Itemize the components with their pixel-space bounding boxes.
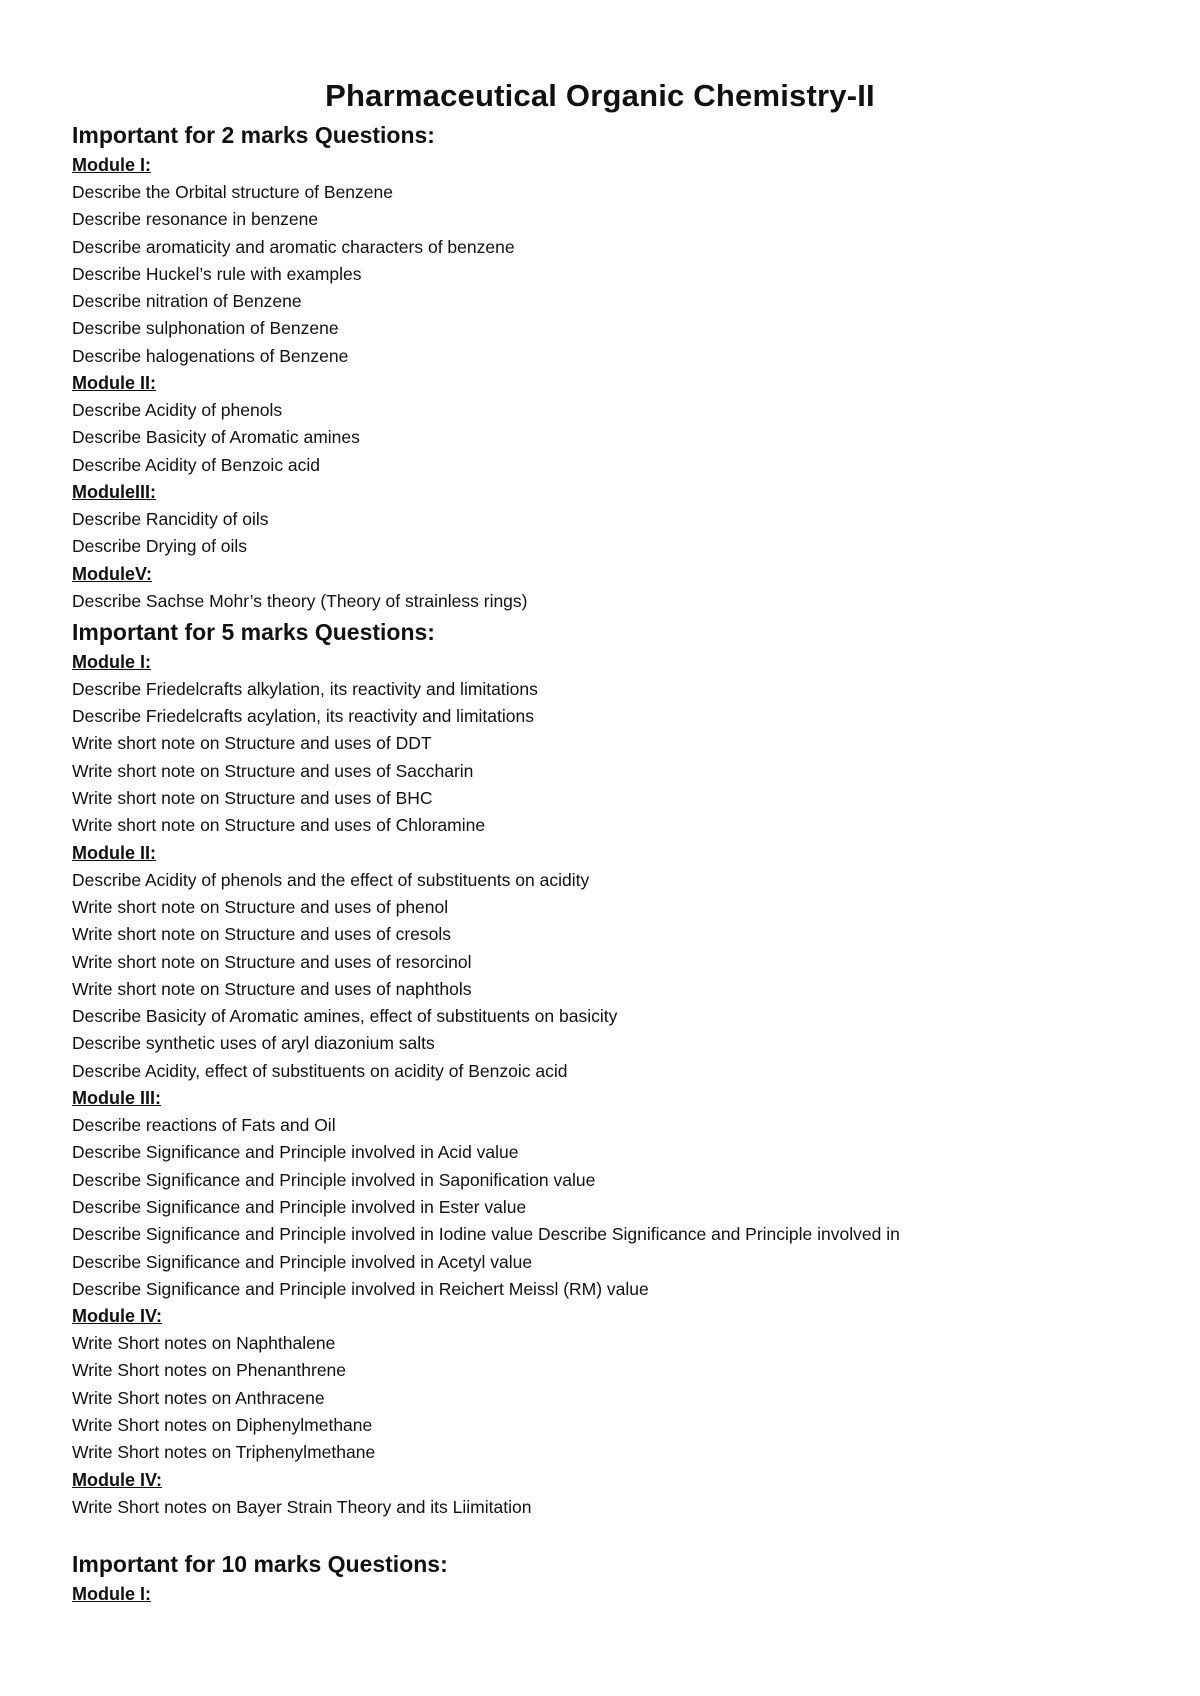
question-item: Describe Acidity of phenols [72, 400, 283, 421]
question-item: Write Short notes on Diphenylmethane [72, 1414, 373, 1435]
section-heading: Important for 2 marks Questions: [72, 122, 435, 148]
module-heading: Module IV: [72, 1306, 162, 1327]
module-heading: Module II: [72, 842, 156, 863]
question-item: Describe Rancidity of oils [72, 508, 269, 529]
question-item: Describe reactions of Fats and Oil [72, 1115, 336, 1136]
question-item: Describe Friedelcrafts alkylation, its reactivity and limitations [72, 678, 538, 699]
question-item: Describe Acidity, effect of substituents on acidity of Benzoic acid [72, 1060, 568, 1081]
question-item: Describe Basicity of Aromatic amines [72, 427, 360, 448]
module-heading: Module II: [72, 373, 156, 394]
section-heading: Important for 10 marks Questions: [72, 1550, 448, 1577]
question-item: Write Short notes on Naphthalene [72, 1333, 336, 1354]
module-heading: Module I: [72, 1583, 151, 1604]
module-heading: Module III: [72, 1088, 161, 1109]
module-heading: ModuleV: [72, 563, 152, 584]
module-heading: Module IV: [72, 1469, 162, 1490]
question-item: Write Short notes on Triphenylmethane [72, 1442, 376, 1463]
section-heading: Important for 5 marks Questions: [72, 618, 435, 645]
question-item: Write Short notes on Bayer Strain Theory and its Liimitation [72, 1496, 532, 1517]
module-heading: ModuleIII: [72, 481, 156, 502]
question-item: Describe Significance and Principle involved in Iodine value Describe Significance and Principle involved in [72, 1224, 900, 1245]
question-item: Describe Huckel’s rule with examples [72, 263, 362, 284]
question-item: Describe Significance and Principle involved in Acid value [72, 1142, 519, 1163]
question-item: Describe Acidity of phenols and the effect of substituents on acidity [72, 869, 590, 890]
module-heading: Module I: [72, 651, 151, 672]
question-item: Describe the Orbital structure of Benzene [72, 182, 393, 202]
question-item: Write short note on Structure and uses of Chloramine [72, 815, 486, 836]
question-item: Describe halogenations of Benzene [72, 345, 349, 366]
question-item: Write short note on Structure and uses of naphthols [72, 978, 472, 999]
document-body [72, 118, 1182, 1608]
section-spacer [72, 1521, 1182, 1547]
question-item: Write short note on Structure and uses of BHC [72, 788, 433, 809]
question-item: Write short note on Structure and uses of Saccharin [72, 760, 474, 781]
question-item: Write short note on Structure and uses of cresols [72, 924, 452, 945]
question-item: Write short note on Structure and uses of DDT [72, 733, 432, 754]
question-item: Describe Basicity of Aromatic amines, effect of substituents on basicity [72, 1006, 618, 1027]
question-item: Write short note on Structure and uses of resorcinol [72, 951, 472, 972]
question-item: Describe aromaticity and aromatic characters of benzene [72, 236, 515, 257]
question-item: Describe Drying of oils [72, 536, 248, 557]
question-item: Describe Acidity of Benzoic acid [72, 454, 321, 475]
question-item: Describe Significance and Principle involved in Saponification value [72, 1169, 596, 1190]
question-item: Write Short notes on Anthracene [72, 1387, 325, 1408]
question-item: Describe nitration of Benzene [72, 291, 302, 312]
question-item: Describe Significance and Principle involved in Ester value [72, 1196, 527, 1217]
question-item: Write Short notes on Phenanthrene [72, 1360, 347, 1381]
question-item: Describe synthetic uses of aryl diazonium salts [72, 1033, 435, 1054]
question-item: Write short note on Structure and uses of phenol [72, 896, 449, 917]
question-item: Describe Significance and Principle involved in Reichert Meissl (RM) value [72, 1278, 649, 1299]
question-item: Describe Friedelcrafts acylation, its reactivity and limitations [72, 706, 534, 727]
question-item: Describe Sachse Mohr’s theory (Theory of strainless rings) [72, 590, 528, 611]
question-item: Describe resonance in benzene [72, 209, 319, 230]
page-title: Pharmaceutical Organic Chemistry-II [325, 78, 875, 113]
question-item: Describe Significance and Principle involved in Acetyl value [72, 1251, 533, 1272]
module-heading: Module I: [72, 155, 151, 175]
question-item: Describe sulphonation of Benzene [72, 318, 339, 339]
